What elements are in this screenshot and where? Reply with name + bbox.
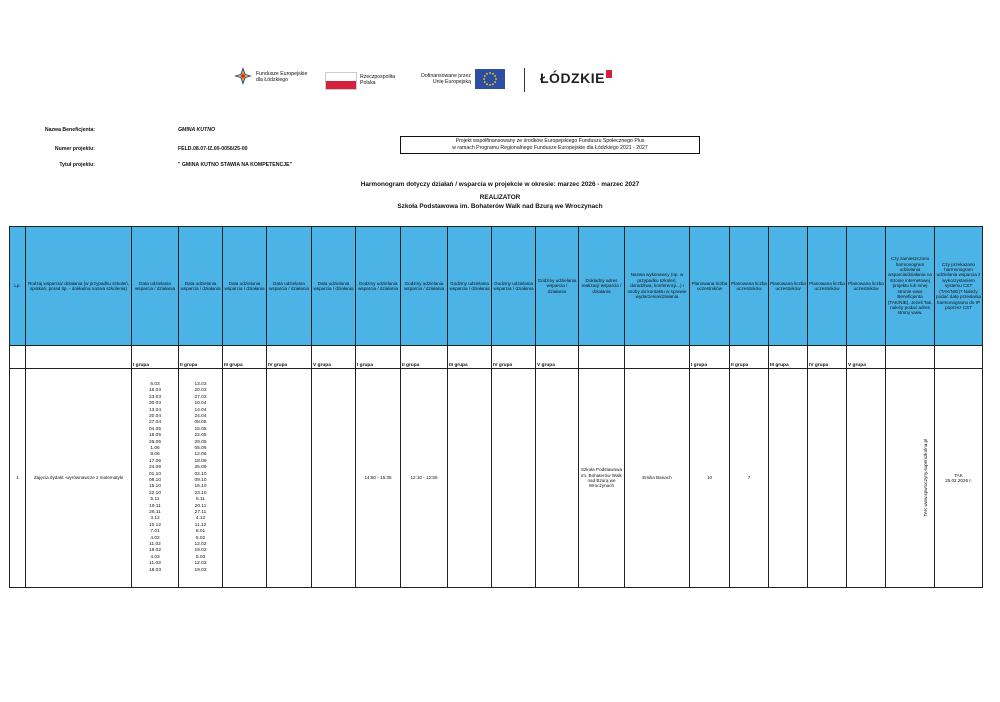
hours-group4-cell	[492, 369, 536, 588]
polish-flag-icon	[325, 72, 357, 90]
column-header: Godziny udzielania wsparcia / działania	[448, 227, 492, 346]
hours-group3-cell	[448, 369, 492, 588]
column-header: Nazwa wykonawcy (np. w przypadku szkoleń, doradztwa, konferencji...) i osoby do kontaktu w sprawie wydarzenia/działania	[625, 227, 690, 346]
group-cell	[26, 346, 132, 369]
group-cell: IV grupa	[267, 346, 312, 369]
group-cell	[579, 346, 625, 369]
participants-group3-cell	[769, 369, 808, 588]
group-cell: I grupa	[356, 346, 401, 369]
column-header: Godziny udzielania wsparcia / działania	[401, 227, 448, 346]
dates-group5-cell	[312, 369, 356, 588]
group-cell: III grupa	[769, 346, 808, 369]
column-header: Planowana liczba uczestników	[690, 227, 730, 346]
dates-group2-cell: 13.03 20.03 27.03 10.04 14.04 24.04 08.05 15.05 22.05 29.05 05.06 12.06 18.09 25.09 02.10 09.10 16.10 23.10 6.11 20.11 27.11 4.12 11.12 8.01 5.02 12.02 19.02 5.03 12.03 19.03	[179, 369, 223, 588]
group-cell: IV grupa	[492, 346, 536, 369]
group-cell	[935, 346, 983, 369]
column-header: Planowana liczba uczestników	[769, 227, 808, 346]
lp-cell: 1	[10, 369, 26, 588]
beneficjent-value: GMINA KUTNO	[178, 127, 215, 133]
hours-group1-cell: 14:50 - 15:35	[356, 369, 401, 588]
numer-value: FELD.08.07-IZ.00-0056/25-00	[178, 146, 248, 152]
cst-cell: TAK 25.02.2026 r.	[935, 369, 983, 588]
cofinance-box: Projekt współfinansowany ze środków Europejskiego Funduszu Społecznego Plus w ramach Programu Regionalnego Fundusze Europejskie dla Łódzkiego 2021 - 2027	[400, 136, 700, 154]
column-header: Data udzielania wsparcia / działania	[223, 227, 267, 346]
dates-group1-cell: 6.03 16.03 23.03 30.03 13.04 20.04 27.04 04.05 18.05 25.05 1.06 8.06 17.06 24.09 01.10 08.10 15.10 22.10 5.11 19.11 26.11 3.12 10.12 7.01 4.02 11.02 18.02 4.03 11.03 18.03	[132, 369, 179, 588]
hours-group5-cell	[536, 369, 579, 588]
group-cell	[625, 346, 690, 369]
rp-logo-text: Rzeczpospolita Polska	[360, 74, 396, 86]
group-cell: I grupa	[690, 346, 730, 369]
participants-group4-cell	[808, 369, 847, 588]
group-cell: IV grupa	[808, 346, 847, 369]
column-header: Planowana liczba uczestników	[730, 227, 769, 346]
table-header-row	[10, 227, 983, 346]
fe-logo-text: Fundusze Europejskie dla Łódzkiego	[256, 71, 308, 83]
column-header: Data udzielania wsparcia / działania	[267, 227, 312, 346]
group-cell	[886, 346, 935, 369]
column-header: Data udzielania wsparcia / działania	[179, 227, 223, 346]
wykonawca-cell: Emilia Banach	[625, 369, 690, 588]
column-header: Godziny udzielania wsparcia / działania	[492, 227, 536, 346]
fe-star-icon	[233, 66, 253, 86]
group-cell: V grupa	[312, 346, 356, 369]
column-header: Godziny udzielania wsparcia / działania	[536, 227, 579, 346]
column-header: Data udzielania wsparcia / działania	[132, 227, 179, 346]
group-cell: II grupa	[401, 346, 448, 369]
dates-group4-cell	[267, 369, 312, 588]
column-header: Lp.	[10, 227, 26, 346]
lodzkie-logo-text: ŁÓDZKIE	[540, 70, 605, 86]
group-cell: I grupa	[132, 346, 179, 369]
adres-cell: Szkoła Podstawowa im. Bohaterów Walk nad Bzurą we Wroczynach	[579, 369, 625, 588]
logo-divider	[524, 68, 525, 92]
lodzkie-logo	[540, 70, 625, 92]
fundusze-europejskie-logo	[233, 66, 313, 92]
rzeczpospolita-logo	[325, 70, 395, 92]
tytul-value: " GMINA KUTNO STAWIA NA KOMPETENCJE"	[178, 162, 293, 168]
tytul-label: Tytuł projektu:	[59, 162, 95, 168]
participants-group5-cell	[847, 369, 886, 588]
hours-group2-cell: 12:10 - 12:55	[401, 369, 448, 588]
column-header: Rodzaj wsparcia/ działania (w przypadku szkoleń, spotkań, porad itp. - dokładna nazwa szkolenia)	[26, 227, 132, 346]
realizator-name: Szkoła Podstawowa im. Bohaterów Walk nad Bzurą we Wroczynach	[397, 203, 603, 210]
group-cell: V grupa	[847, 346, 886, 369]
column-header: Czy przekazano harmonogram udzielania wsparcia z wykorzystaniem systemu CST (TAK/NIE)? Należy podać datę przesłania harmonogramu do IP poprzez CST	[935, 227, 983, 346]
group-cell: III grupa	[223, 346, 267, 369]
group-cell: V grupa	[536, 346, 579, 369]
group-cell: II grupa	[179, 346, 223, 369]
table-row	[10, 369, 983, 588]
www-cell	[886, 369, 935, 588]
page-title: Harmonogram dotyczy działań / wsparcia w projekcie w okresie: marzec 2026 - marzec 2027	[360, 181, 640, 188]
participants-group2-cell: 7	[730, 369, 769, 588]
group-cell: II grupa	[730, 346, 769, 369]
group-cell	[10, 346, 26, 369]
realizator-label: REALIZATOR	[479, 194, 521, 201]
group-row	[10, 346, 983, 369]
numer-label: Numer projektu:	[54, 146, 95, 152]
www-text: TAK www.spwroczyny.superszkolna.pl	[923, 439, 929, 517]
dates-group3-cell	[223, 369, 267, 588]
column-header: Czy zamieszczono harmonogram udzielania wsparcia/działania na stronie internetowej projektu lub innej stronie www Beneficjenta (TAK/NIE). Jeżeli Tak, należy podać adres strony www.	[886, 227, 935, 346]
rodzaj-cell: Zajęcia dydakt.-wyrównawcze z matematyki	[26, 369, 132, 588]
schedule-table	[9, 226, 983, 588]
column-header: Data udzielania wsparcia / działania	[312, 227, 356, 346]
group-cell: III grupa	[448, 346, 492, 369]
ue-logo-text: Dofinansowane przez Unię Europejską	[421, 73, 471, 85]
column-header: Dokładny adres realizacji wsparcia / działania	[579, 227, 625, 346]
eu-flag-icon	[475, 69, 505, 89]
unia-europejska-logo	[413, 68, 508, 92]
column-header: Planowana liczba uczestników	[808, 227, 847, 346]
column-header: Planowana liczba uczestników	[847, 227, 886, 346]
beneficjent-label: Nazwa Beneficjenta:	[44, 127, 95, 133]
participants-group1-cell: 10	[690, 369, 730, 588]
lodzkie-accent-icon	[606, 70, 612, 78]
column-header: Godziny udzielania wsparcia / działania	[356, 227, 401, 346]
